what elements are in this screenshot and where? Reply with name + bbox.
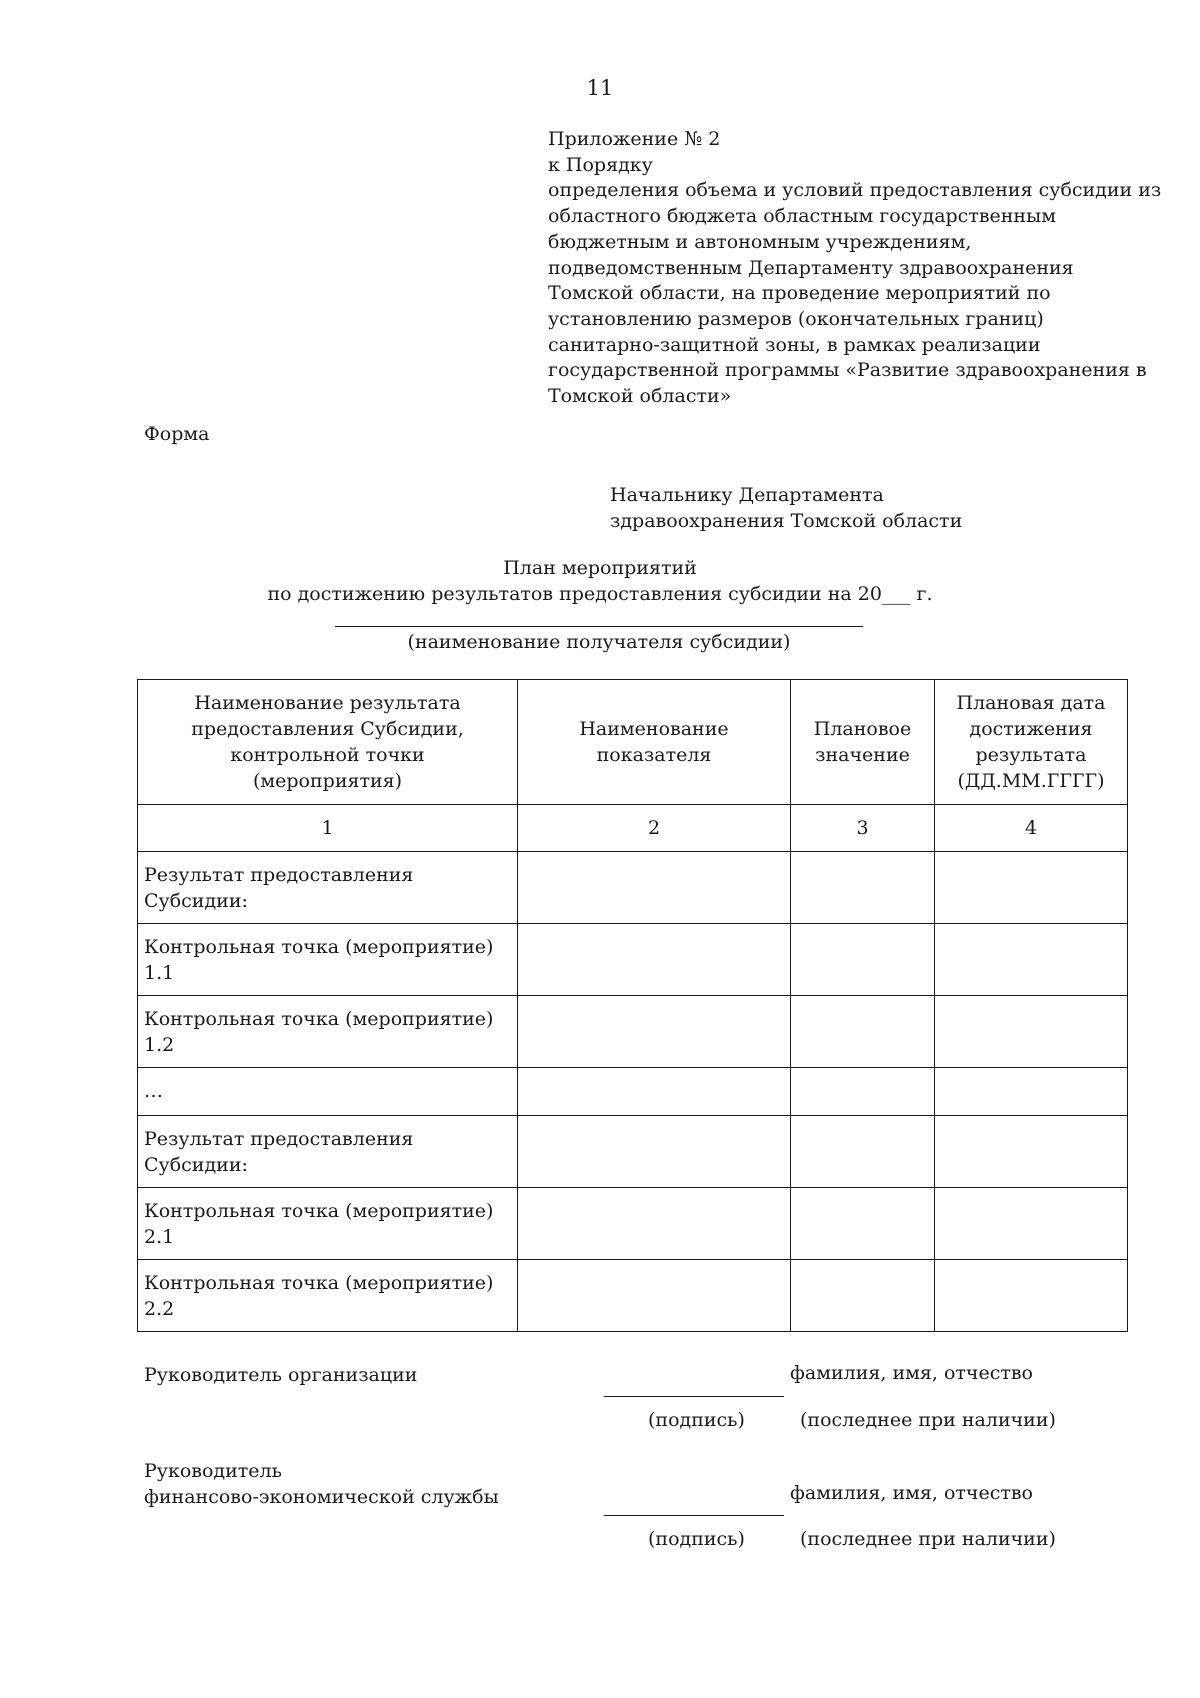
appendix-line: Томской области»: [548, 385, 732, 408]
addressee-line: здравоохранения Томской области: [610, 510, 963, 532]
column-number: 4: [935, 805, 1128, 852]
plan-title-line: План мероприятий: [503, 557, 697, 579]
indicator-cell[interactable]: [518, 852, 791, 924]
appendix-line: определения объема и условий предоставления субсидии из: [548, 179, 1162, 202]
date-cell[interactable]: [935, 1260, 1128, 1332]
appendix-header: [548, 127, 1168, 410]
recipient-name-line: [335, 626, 863, 627]
column-number: 2: [518, 805, 791, 852]
signature-line[interactable]: [604, 1515, 784, 1516]
header-planned-date: Плановая дата достижения результата (ДД.ММ.ГГГГ): [935, 680, 1128, 805]
signature-caption: (подпись): [648, 1528, 745, 1550]
table-header-row: [138, 680, 1128, 805]
signature-role: [144, 1458, 499, 1510]
row-label: Контрольная точка (мероприятие) 2.2: [138, 1260, 518, 1332]
appendix-line: областного бюджета областным государственным: [548, 205, 1056, 228]
appendix-line: установлению размеров (окончательных границ): [548, 307, 1044, 330]
plan-table: [137, 679, 1128, 1332]
table-row: [138, 1116, 1128, 1188]
plan-title: [0, 555, 1200, 607]
header-result-name: Наименование результата предоставления Субсидии, контрольной точки (мероприятия): [138, 680, 518, 805]
signature-caption: (подпись): [648, 1409, 745, 1431]
signature-fio-label: фамилия, имя, отчество: [790, 1362, 1033, 1384]
indicator-cell[interactable]: [518, 1260, 791, 1332]
form-label: Форма: [144, 423, 210, 445]
row-label: Результат предоставления Субсидии:: [138, 852, 518, 924]
table-row: [138, 1068, 1128, 1116]
table-row: [138, 924, 1128, 996]
header-planned-value: Плановое значение: [791, 680, 935, 805]
date-cell[interactable]: [935, 924, 1128, 996]
date-cell[interactable]: [935, 852, 1128, 924]
table-row: [138, 1188, 1128, 1260]
appendix-line: к Порядку: [548, 153, 653, 176]
patronymic-caption: (последнее при наличии): [800, 1528, 1056, 1550]
date-cell[interactable]: [935, 996, 1128, 1068]
value-cell[interactable]: [791, 1188, 935, 1260]
date-cell[interactable]: [935, 1188, 1128, 1260]
value-cell[interactable]: [791, 996, 935, 1068]
header-indicator-name: Наименование показателя: [518, 680, 791, 805]
addressee-line: Начальнику Департамента: [610, 484, 884, 506]
indicator-cell[interactable]: [518, 924, 791, 996]
signature-line[interactable]: [604, 1396, 784, 1397]
table-number-row: [138, 805, 1128, 852]
table-row: [138, 852, 1128, 924]
signature-fio-label: фамилия, имя, отчество: [790, 1482, 1033, 1504]
signature-role: Руководитель организации: [144, 1364, 418, 1386]
addressee: [610, 482, 962, 534]
value-cell[interactable]: [791, 852, 935, 924]
plan-title-line: по достижению результатов предоставления субсидии на 20___ г.: [267, 583, 933, 605]
indicator-cell[interactable]: [518, 1188, 791, 1260]
appendix-line: подведомственным Департаменту здравоохранения: [548, 256, 1074, 279]
row-label: Контрольная точка (мероприятие) 1.1: [138, 924, 518, 996]
row-label: …: [138, 1068, 518, 1116]
indicator-cell[interactable]: [518, 1116, 791, 1188]
value-cell[interactable]: [791, 1260, 935, 1332]
appendix-line: санитарно-защитной зоны, в рамках реализации: [548, 333, 1041, 356]
signature-role-line: финансово-экономической службы: [144, 1486, 499, 1508]
appendix-line: бюджетным и автономным учреждениям,: [548, 230, 972, 253]
signature-role-line: Руководитель: [144, 1460, 282, 1482]
row-label: Контрольная точка (мероприятие) 1.2: [138, 996, 518, 1068]
patronymic-caption: (последнее при наличии): [800, 1409, 1056, 1431]
row-label: Результат предоставления Субсидии:: [138, 1116, 518, 1188]
value-cell[interactable]: [791, 1068, 935, 1116]
recipient-caption: (наименование получателя субсидии): [407, 631, 791, 653]
appendix-line: Приложение № 2: [548, 128, 721, 150]
date-cell[interactable]: [935, 1116, 1128, 1188]
date-cell[interactable]: [935, 1068, 1128, 1116]
column-number: 1: [138, 805, 518, 852]
table-row: [138, 996, 1128, 1068]
column-number: 3: [791, 805, 935, 852]
appendix-line: государственной программы «Развитие здравоохранения в: [548, 359, 1147, 382]
indicator-cell[interactable]: [518, 996, 791, 1068]
value-cell[interactable]: [791, 924, 935, 996]
table-row: [138, 1260, 1128, 1332]
appendix-line: Томской области, на проведение мероприятий по: [548, 282, 1051, 305]
indicator-cell[interactable]: [518, 1068, 791, 1116]
page-number: 11: [586, 76, 614, 100]
row-label: Контрольная точка (мероприятие) 2.1: [138, 1188, 518, 1260]
value-cell[interactable]: [791, 1116, 935, 1188]
